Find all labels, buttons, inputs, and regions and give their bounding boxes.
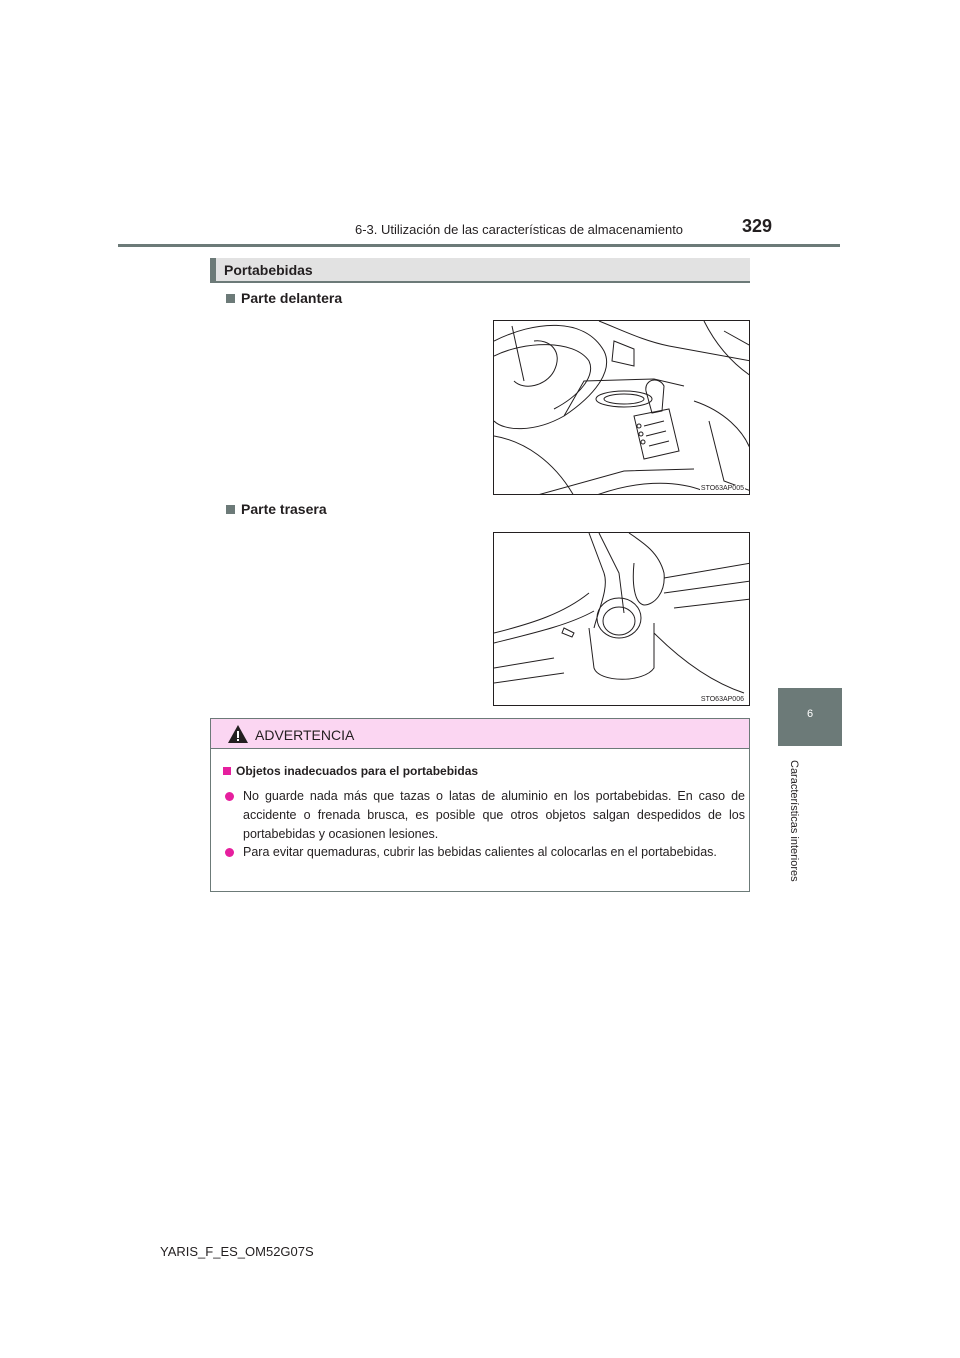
section-header	[210, 258, 750, 283]
chapter-tab-number: 6	[806, 708, 814, 720]
warning-box	[210, 718, 750, 892]
warning-header	[211, 719, 749, 749]
chapter-tab	[778, 688, 842, 746]
page-number: 329	[742, 216, 773, 236]
front-console-illustration	[494, 321, 750, 495]
figure-front-cupholder	[493, 320, 750, 495]
section-title: Portabebidas	[224, 262, 313, 278]
chapter-side-label-text: Características interiores	[788, 760, 800, 882]
chapter-title: 6-3. Utilización de las características de almacenamiento	[355, 222, 684, 237]
subsection-front-label: Parte delantera	[241, 290, 343, 306]
figure-rear-code: STO63AP006	[700, 696, 744, 703]
subsection-front-heading	[226, 290, 342, 306]
warning-item-text: No guarde nada más que tazas o latas de aluminio en los portabebidas. En caso de accidente o frenada brusca, es posible que otros objetos salgan despedidos de los portabebidas y ocasionen lesiones.	[243, 789, 745, 841]
square-bullet-icon	[226, 294, 235, 303]
figure-front-code: STO63AP005	[700, 485, 744, 492]
bullet-dot-icon	[225, 848, 234, 857]
subsection-rear-label: Parte trasera	[241, 501, 327, 517]
warning-title: ADVERTENCIA	[255, 727, 355, 743]
header-divider	[118, 244, 840, 247]
bullet-dot-icon	[225, 792, 234, 801]
warning-heading	[223, 764, 478, 778]
chapter-side-label	[786, 760, 802, 900]
subsection-rear-heading	[226, 501, 327, 517]
warning-item	[225, 787, 745, 844]
warning-item-text: Para evitar quemaduras, cubrir las bebidas calientes al colocarlas en el portabebidas.	[243, 845, 717, 859]
square-bullet-icon	[223, 767, 231, 775]
rear-console-illustration	[494, 533, 750, 706]
section-accent	[210, 258, 216, 281]
document-code: YARIS_F_ES_OM52G07S	[160, 1244, 314, 1259]
warning-heading-text: Objetos inadecuados para el portabebidas	[236, 764, 479, 778]
figure-rear-cupholder	[493, 532, 750, 706]
warning-item	[225, 843, 745, 862]
warning-triangle-icon	[227, 724, 249, 744]
square-bullet-icon	[226, 505, 235, 514]
